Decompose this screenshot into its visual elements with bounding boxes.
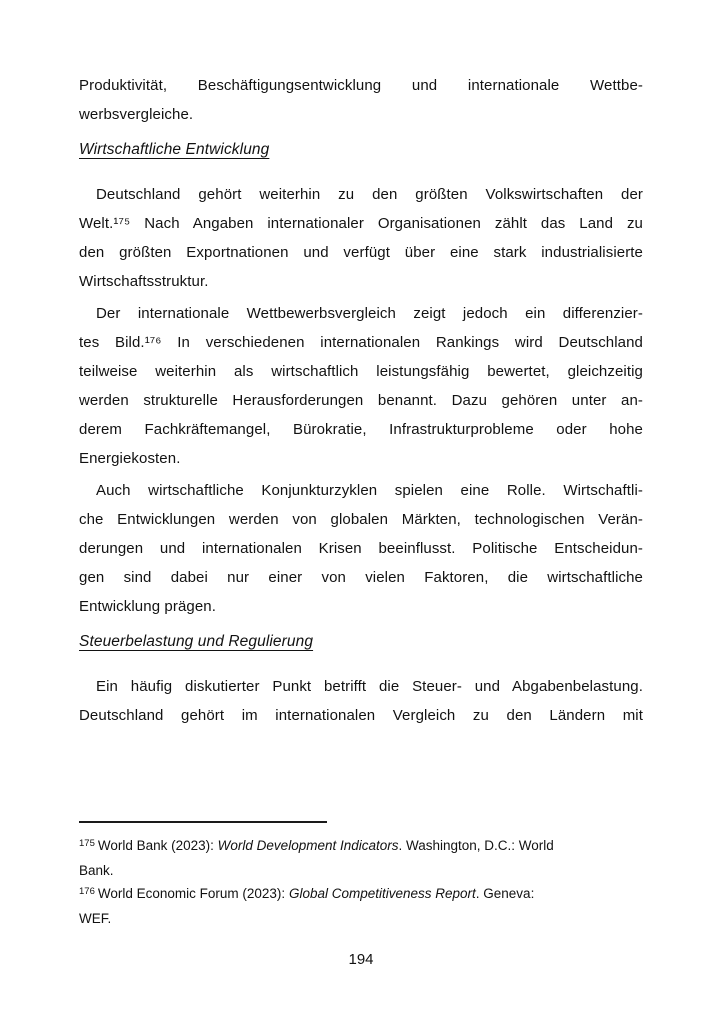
- paragraph-wettbewerbsvergleich: [79, 299, 643, 473]
- text-line: Entwicklung prägen.: [79, 598, 216, 615]
- footnote-work-title: World Development Indicators: [217, 838, 399, 853]
- text-line: den größten Exportnationen und verfügt über eine stark industrialisierte: [79, 244, 643, 261]
- text-line: derungen und internationalen Krisen beeinflusst. Politische Entscheidun-: [79, 540, 643, 557]
- footnote-separator-rule: [79, 821, 327, 823]
- footnote-line: [79, 834, 643, 859]
- footnote: [79, 882, 643, 930]
- body-text-area: [79, 71, 643, 733]
- text-line: tes Bild.¹⁷⁶ In verschiedenen internationalen Rankings wird Deutschland: [79, 334, 643, 351]
- text-line: Welt.¹⁷⁵ Nach Angaben internationaler Organisationen zählt das Land zu: [79, 215, 643, 232]
- text-line: Der internationale Wettbewerbsvergleich zeigt jedoch ein differenzier-: [96, 305, 643, 322]
- text-line: Auch wirtschaftliche Konjunkturzyklen spielen eine Rolle. Wirtschaftli-: [96, 482, 643, 499]
- footnote-line: [79, 907, 643, 930]
- page-number: 194: [348, 951, 374, 968]
- footnote-text: WEF.: [79, 911, 112, 926]
- text-line: Produktivität, Beschäftigungsentwicklung und internationale Wettbe-: [79, 77, 643, 94]
- footnote-line: [79, 859, 643, 882]
- footnote-marker: 175: [79, 837, 95, 849]
- footnote-text: Bank.: [79, 863, 114, 878]
- text-line: Ein häufig diskutierter Punkt betrifft die Steuer- und Abgabenbelastung.: [96, 678, 643, 695]
- footnote-text: World Economic Forum (2023):: [97, 886, 289, 901]
- footnote: [79, 834, 643, 882]
- paragraph-steuerbelastung: [79, 672, 643, 730]
- text-line: Deutschland gehört im internationalen Vergleich zu den Ländern mit: [79, 707, 643, 724]
- footnote-text: . Geneva:: [475, 886, 535, 901]
- text-line: derem Fachkräftemangel, Bürokratie, Infrastrukturprobleme oder hohe: [79, 421, 643, 438]
- footnotes-section: [79, 821, 643, 930]
- footnote-line: [79, 882, 643, 907]
- text-line: Energiekosten.: [79, 450, 181, 467]
- footnote-text: . Washington, D.C.: World: [398, 838, 554, 853]
- footnote-text: World Bank (2023):: [97, 838, 218, 853]
- text-line: che Entwicklungen werden von globalen Märkten, technologischen Verän-: [79, 511, 643, 528]
- text-line: gen sind dabei nur einer von vielen Faktoren, die wirtschaftliche: [79, 569, 643, 586]
- footnotes-list: [79, 834, 643, 930]
- paragraph-konjunkturzyklen: [79, 476, 643, 621]
- text-line: werden strukturelle Herausforderungen benannt. Dazu gehören unter an-: [79, 392, 643, 409]
- footnote-work-title: Global Competitiveness Report: [288, 886, 476, 901]
- section-heading-steuerbelastung-und-regulierung: Steuerbelastung und Regulierung: [79, 633, 314, 650]
- text-line: teilweise weiterhin als wirtschaftlich leistungsfähig bewertet, gleichzeitig: [79, 363, 643, 380]
- section-heading-wirtschaftliche-entwicklung: Wirtschaftliche Entwicklung: [79, 141, 270, 158]
- text-line: Wirtschaftsstruktur.: [79, 273, 209, 290]
- paragraph-intro-continuation: [79, 71, 643, 129]
- paragraph-volkswirtschaft: [79, 180, 643, 296]
- footnote-marker: 176: [79, 885, 95, 897]
- text-line: Deutschland gehört weiterhin zu den größten Volkswirtschaften der: [96, 186, 643, 203]
- text-line: werbsvergleiche.: [79, 106, 194, 123]
